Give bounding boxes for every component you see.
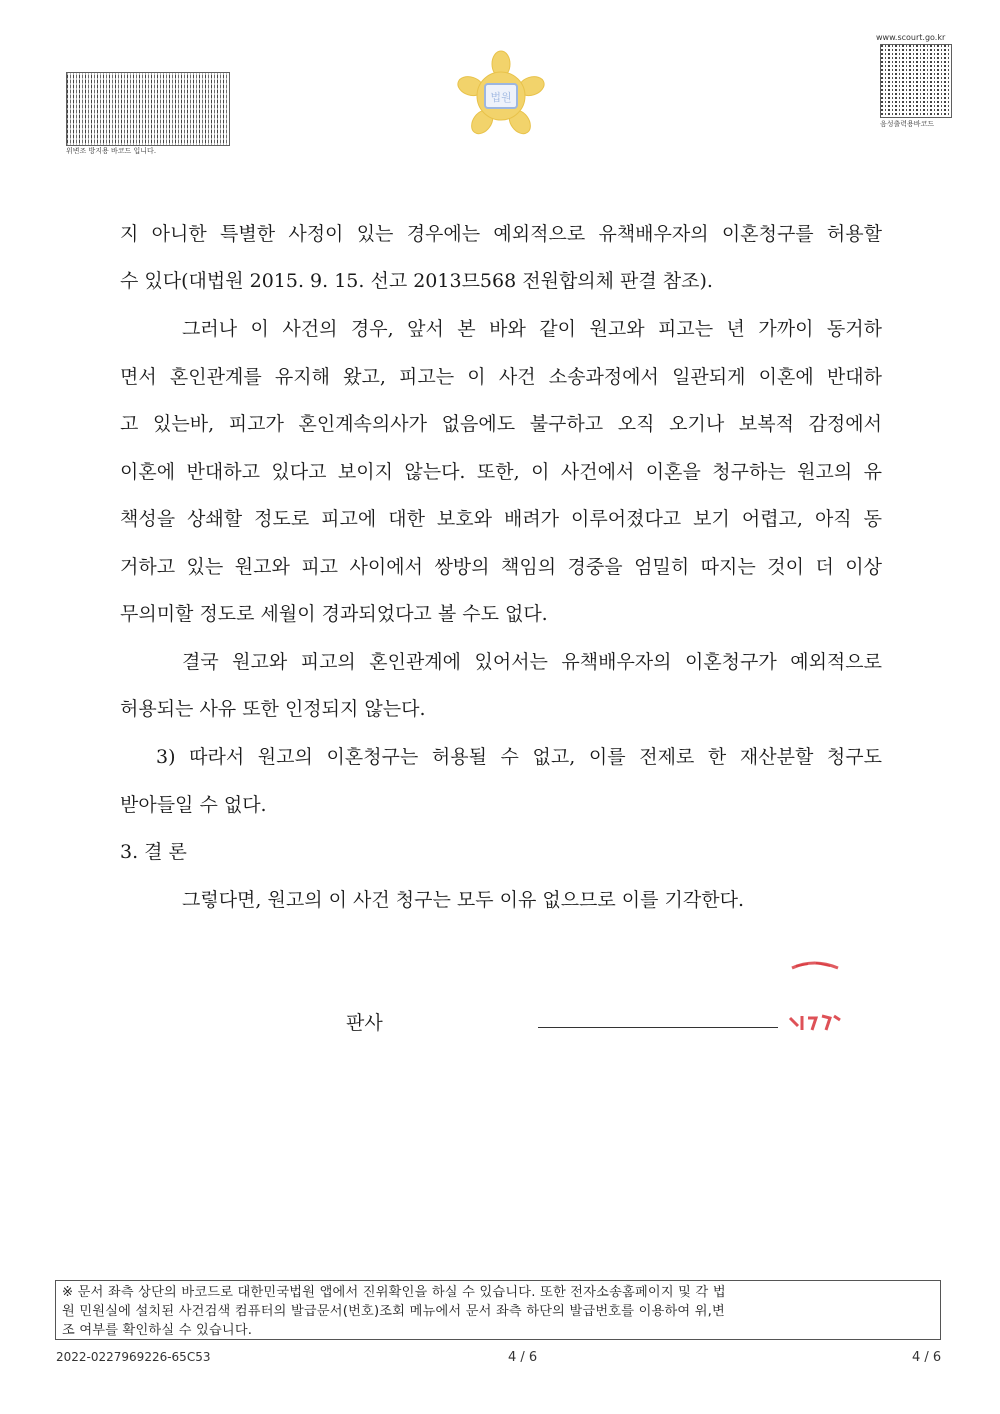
body-line: 받아들일 수 없다. [120,794,267,816]
body-line: 면서 혼인관계를 유지해 왔고, 피고는 이 사건 소송과정에서 일관되게 이혼에 반대하 [120,366,882,388]
body-line: 이혼에 반대하고 있다고 보이지 않는다. 또한, 이 사건에서 이혼을 청구하는 원고의 유 [120,461,882,483]
qr-label: 음성출력용바코드 [880,120,935,128]
notice-line: ※ 문서 좌측 상단의 바코드로 대한민국법원 앱에서 진위확인을 하실 수 있습니다. 또한 전자소송홈페이지 및 각 법 [62,1285,726,1300]
conclusion-line: 그렇다면, 원고의 이 사건 청구는 모두 이유 없으므로 이를 기각한다. [182,889,744,911]
verification-notice [55,1280,941,1340]
page-number-center: 4 / 6 [508,1350,538,1365]
authenticity-barcode [66,72,230,146]
notice-line: 원 민원실에 설치된 사건검색 컴퓨터의 발급문서(번호)조회 메뉴에서 문서 좌측 하단의 발급번호를 이용하여 위,변 [62,1304,725,1319]
body-line: 지 아니한 특별한 사정이 있는 경우에는 예외적으로 유책배우자의 이혼청구를 허용할 [120,223,882,245]
signature-line [538,1027,778,1028]
body-line: 책성을 상쇄할 정도로 피고에 대한 보호와 배려가 이루어졌다고 보기 어렵고, 아직 동 [120,508,882,530]
page-number-right: 4 / 6 [912,1350,942,1365]
body-line: 그러나 이 사건의 경우, 앞서 본 바와 같이 원고와 피고는 년 가까이 동거하 [182,318,882,340]
section-heading: 3. 결 론 [120,841,187,863]
body-line: 고 있는바, 피고가 혼인계속의사가 없음에도 불구하고 오직 오기나 보복적 감정에서 [120,413,882,435]
judge-seal-icon [786,954,844,1034]
body-line: 결국 원고와 피고의 혼인관계에 있어서는 유책배우자의 이혼청구가 예외적으로 [182,651,882,673]
body-line: 3) 따라서 원고의 이혼청구는 허용될 수 없고, 이를 전제로 한 재산분할 청구도 [156,746,882,768]
barcode-label: 위변조 방지용 바코드 입니다. [66,147,157,155]
body-line: 거하고 있는 원고와 피고 사이에서 쌍방의 책임의 경중을 엄밀히 따지는 것이 더 이상 [120,556,882,578]
body-line: 수 있다(대법원 2015. 9. 15. 선고 2013므568 전원합의체 판결 참조). [120,270,713,292]
court-emblem-icon [455,50,547,142]
notice-line: 조 여부를 확인하실 수 있습니다. [62,1323,253,1338]
court-url: www.scourt.go.kr [876,33,946,42]
body-line: 무의미할 정도로 세월이 경과되었다고 볼 수도 없다. [120,603,548,625]
voice-output-qr-code [880,44,952,118]
emblem-text: 법원 [490,91,512,104]
judge-label: 판사 [346,1012,383,1034]
body-line: 허용되는 사유 또한 인정되지 않는다. [120,698,426,720]
issue-number: 2022-0227969226-65C53 [56,1350,211,1364]
